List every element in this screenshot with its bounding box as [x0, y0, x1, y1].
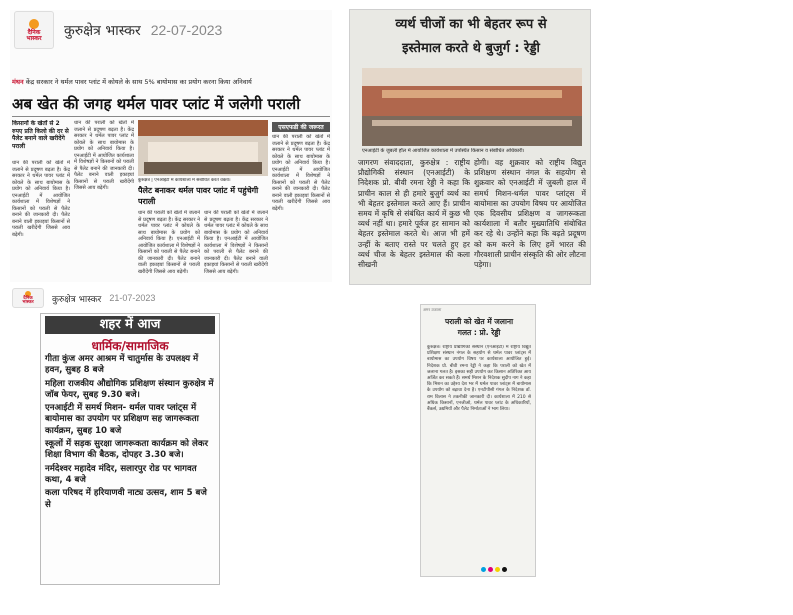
- clipping-bhaskar-21-07: [10, 287, 240, 590]
- column-2: धान की पराली को खेतों में जलाने से प्रदूषण बढ़ता है। केंद्र सरकार ने थर्मल पावर प्लांट में कोयले के साथ बायोमास के प्रयोग को अनिवार्य किया है। एनआईटी में आयोजित कार्यशाला में विशेषज्ञों ने किसानों को पराली से पैलेट बनाने की जानकारी दी। पैलेट बनाने वाली इकाइयां किसानों से पराली खरीदेंगी जिससे आय बढ़ेगी।: [74, 120, 134, 191]
- kicker-label: मंथन: [12, 78, 24, 86]
- column-1: धान की पराली को खेतों में जलाने से प्रदूषण बढ़ता है। केंद्र सरकार ने थर्मल पावर प्लांट में कोयले के साथ बायोमास के प्रयोग को अनिवार्य किया है। एनआईटी में आयोजित कार्यशाला में विशेषज्ञों ने किसानों को पराली से पैलेट बनाने की जानकारी दी। पैलेट बनाने वाली इकाइयां किसानों से पराली खरीदेंगी जिससे आय बढ़ेगी।: [12, 160, 70, 238]
- photo-caption: एनआईटी के जुबली हॉल में आयोजित कार्यशाला में उपस्थित किसान व संबोधित अधिकारी।: [362, 148, 525, 154]
- cyan-dot: [481, 567, 486, 572]
- logo-text-2: भास्कर: [26, 34, 42, 42]
- magenta-dot: [488, 567, 493, 572]
- photo-caption: कुरुक्षेत्र | एनआईटी में कार्यशाला में संबोधित करते वक्ता।: [138, 178, 231, 183]
- paper-name: कुरुक्षेत्र भास्कर: [52, 294, 102, 305]
- headline-line-2: गलत : प्रो. रेड्डी: [457, 328, 501, 337]
- headline: अब खेत की जगह थर्मल पावर प्लांट में जलेगी पराली: [12, 95, 301, 113]
- black-dot: [502, 567, 507, 572]
- list-item: एनआईटी में समर्थ मिशन- थर्मल पावर प्लांट्स में बायोमास का उपयोग पर प्रशिक्षण सह जागरूकता कार्यक्रम, सुबह 10 बजे: [45, 403, 199, 436]
- logo-text-1: दैनिक: [23, 295, 33, 301]
- column-4: धान की पराली को खेतों में जलाने से प्रदूषण बढ़ता है। केंद्र सरकार ने थर्मल पावर प्लांट में कोयले के साथ बायोमास के प्रयोग को अनिवार्य किया है। एनआईटी में आयोजित कार्यशाला में विशेषज्ञों ने किसानों को पराली से पैलेट बनाने की जानकारी दी। पैलेट बनाने वाली इकाइयां किसानों से पराली खरीदेंगी जिससे आय बढ़ेगी।: [204, 210, 268, 275]
- print-color-bar: [481, 567, 507, 572]
- banner: शहर में आज: [45, 316, 215, 334]
- column-2: होगी। वह शुक्रवार को राष्ट्रीय विद्युत प्रशिक्षण संस्थान नंगल के सहयोग से शुक्रवार को एनआईटी में जुबली हाल में समर्थ मिशन-थर्मल पावर प्लांट्स में बायोमास का उपयोग विषय पर आयोजित एक दिवसीय प्रशिक्षण व जागरूकता कार्यशाला में बतौर मुख्यातिथि संबोधित कर रहे थे। उन्होंने कहा कि बढ़ते प्रदूषण को कम करने के लिए हमें भारत की गौरवशाली प्राचीन संस्कृति की ओर लौटना पड़ेगा।: [474, 158, 586, 270]
- clipping-jagran: [349, 9, 591, 285]
- dainik-bhaskar-logo: [14, 11, 54, 49]
- list-item: कला परिषद में हरियाणवी नाट्य उत्सव, शाम 5 बजे से: [45, 488, 207, 510]
- section-title: धार्मिक/सामाजिक: [91, 339, 169, 353]
- column-3: धान की पराली को खेतों में जलाने से प्रदूषण बढ़ता है। केंद्र सरकार ने थर्मल पावर प्लांट में कोयले के साथ बायोमास के प्रयोग को अनिवार्य किया है। एनआईटी में आयोजित कार्यशाला में विशेषज्ञों ने किसानों को पराली से पैलेट बनाने की जानकारी दी। पैलेट बनाने वाली इकाइयां किसानों से पराली खरीदेंगी जिससे आय बढ़ेगी।: [138, 210, 200, 275]
- kicker-text: केंद्र सरकार ने थर्मल पावर प्लांट में कोयले के साथ 5% बायोमास का प्रयोग करना किया अनिवार्य: [25, 78, 252, 86]
- subhead: पैलेट बनाकर थर्मल पावर प्लांट में पहुंचेगी पराली: [138, 186, 259, 206]
- list-item: स्कूलों में सड़क सुरक्षा जागरूकता कार्यक्रम को लेकर शिक्षा विभाग की बैठक, दोपहर 3.30 बजे।: [45, 439, 208, 461]
- sidebar-head: किसानों के खेतों से 2 रुपए प्रति किलो की दर से पैलेट बनाने वाले खरीदेंगे पराली: [12, 120, 69, 150]
- yellow-dot: [495, 567, 500, 572]
- divider: [12, 116, 330, 117]
- paper-name: कुरुक्षेत्र भास्कर: [64, 22, 141, 39]
- headline-line-1: पराली को खेत में जलाना: [444, 317, 514, 326]
- list-item: नर्मदेश्वर महादेव मंदिर, सलारपुर रोड पर भागवत कथा, 4 बजे: [45, 463, 197, 485]
- article-frame: [40, 313, 220, 585]
- headline-line-2: इस्तेमाल करते थे बुजुर्ग : रेड्डी: [402, 41, 540, 56]
- list-item: गीता कुंज अमर आश्रम में चातुर्मास के उपलक्ष्य में हवन, सुबह 8 बजे: [45, 354, 199, 376]
- kicker-line: [12, 78, 332, 87]
- workshop-photo: [138, 120, 268, 176]
- logo-text-2: भास्कर: [22, 300, 34, 305]
- clip-date: 21-07-2023: [109, 293, 156, 303]
- clip-date: 22-07-2023: [150, 22, 223, 38]
- headline-line-1: व्यर्थ चीजों का भी बेहतर रूप से: [395, 17, 547, 32]
- box-heading: एसएफडी की जरूरत: [272, 122, 330, 132]
- audience-photo: [362, 68, 582, 146]
- masthead: अमर उजाला: [423, 307, 442, 312]
- event-list: [45, 354, 215, 511]
- list-item: महिला राजकीय औद्योगिक प्रशिक्षण संस्थान कुरुक्षेत्र में जॉब फेयर, सुबह 9.30 बजे।: [45, 378, 214, 400]
- article-body: कुरुक्षेत्र। राष्ट्रीय प्रौद्योगिकी संस्थान (एनआईटी) में राष्ट्रीय विद्युत प्रशिक्षण संस्थान नंगल के सहयोग से थर्मल पावर प्लांट्स में बायोमास का उपयोग विषय पर कार्यशाला आयोजित हुई। निदेशक प्रो. बीवी रमना रेड्डी ने कहा कि पराली को खेत में जलाना गलत है। इसका सही उपयोग कर किसान अतिरिक्त आय अर्जित कर सकते हैं। समर्थ मिशन के निदेशक सुदीप नाग ने कहा कि मिशन का उद्देश्य देश भर में थर्मल पावर प्लांट्स में बायोमास के उपयोग को बढ़ावा देना है। एनटीपीसी गंगल के निदेशक डॉ. राम विलास ने तकनीकी जानकारी दी। कार्यशाला में 210 से अधिक किसानों, एनजीओ, थर्मल पावर प्लांट के अधिकारियों, बैंकर्स, उद्यमियों और पैलेट निर्माताओं ने भाग लिया।: [427, 345, 531, 413]
- sun-icon: [29, 19, 39, 29]
- column-1: जागरण संवाददाता, कुरुक्षेत्र : राष्ट्रीय प्रौद्योगिकी संस्थान (एनआईटी) के निदेशक प्रो. बीवी रमना रेड्डी ने कहा कि प्राचीन काल से ही हमारे बुजुर्ग व्यर्थ का भी बेहतर इस्तेमाल करते आए हैं। प्राचीन समय में कृषि से संबंधित कार्य में कुछ भी व्यर्थ नहीं था। हमारे पूर्वज हर सामान को बेहतर इस्तेमाल करते थे। आज भी हमें उन्हीं के बताए रास्ते पर चलते हुए हर व्यर्थ चीज के बेहतर इस्तेमाल की कला सीखनी: [358, 158, 470, 270]
- dainik-bhaskar-logo: [12, 288, 44, 308]
- logo-text-1: दैनिक: [27, 28, 41, 36]
- box-text: धान की पराली को खेतों में जलाने से प्रदूषण बढ़ता है। केंद्र सरकार ने थर्मल पावर प्लांट में कोयले के साथ बायोमास के प्रयोग को अनिवार्य किया है। एनआईटी में आयोजित कार्यशाला में विशेषज्ञों ने किसानों को पराली से पैलेट बनाने की जानकारी दी। पैलेट बनाने वाली इकाइयां किसानों से पराली खरीदेंगी जिससे आय बढ़ेगी।: [272, 134, 330, 212]
- clipping-amar-ujala: [420, 304, 536, 577]
- clipping-bhaskar-22-07: [10, 10, 332, 282]
